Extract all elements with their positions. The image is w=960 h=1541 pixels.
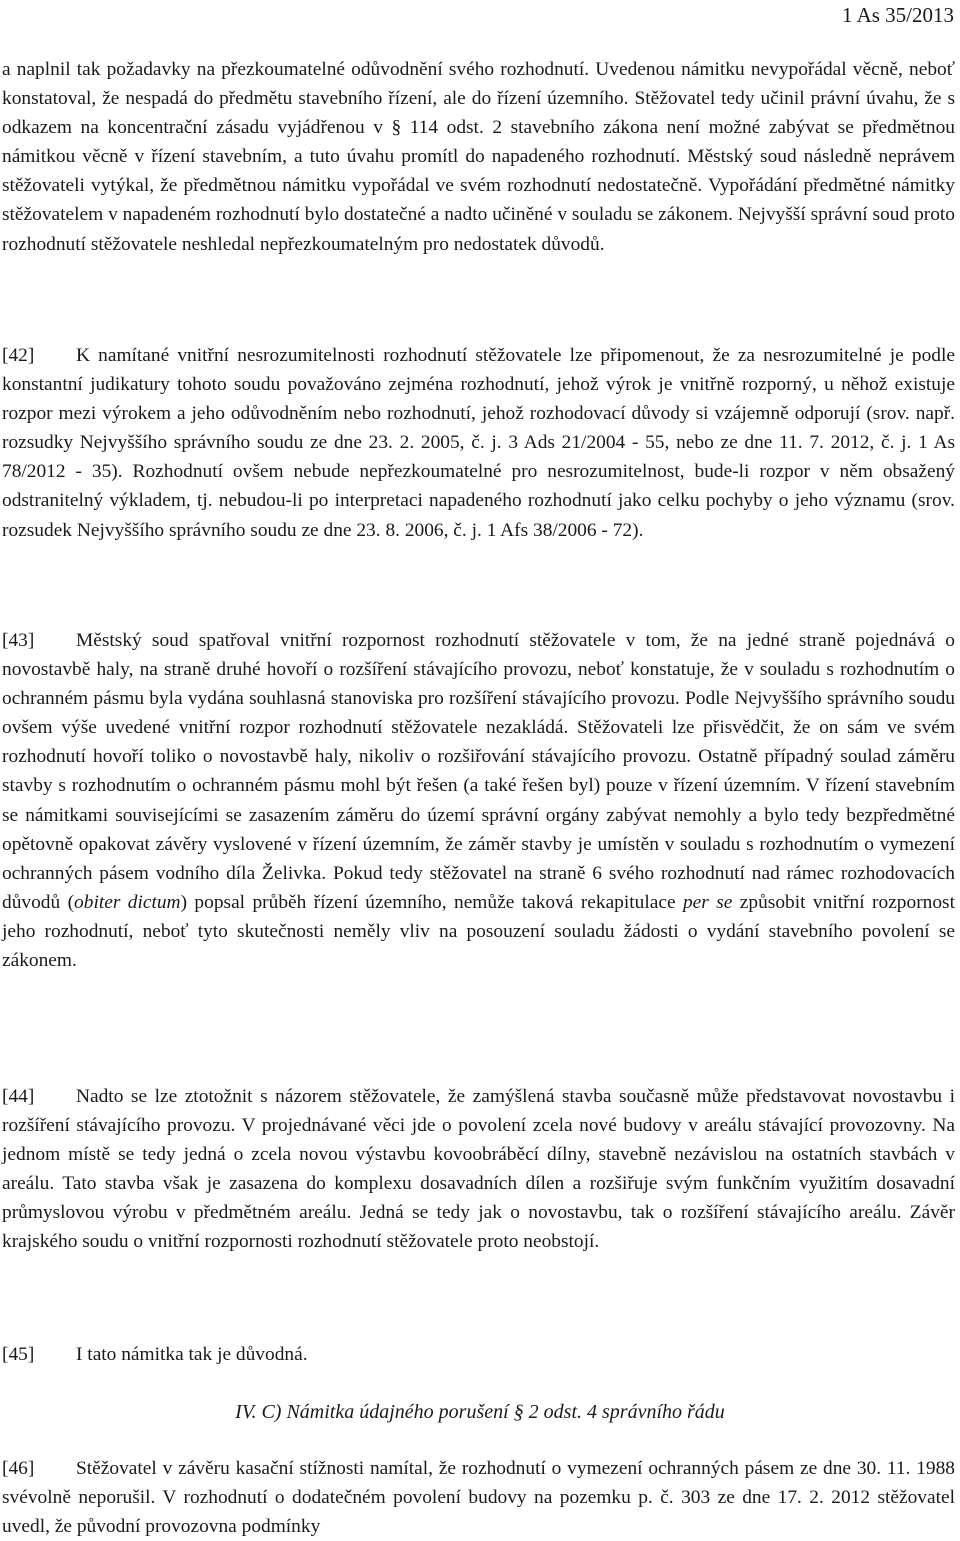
paragraph-text: Stěžovatel v závěru kasační stížnosti namítal, že rozhodnutí o vymezení ochranných pásem ze dne 30. 11. 1988 svévolně neporušil. V rozhodnutí o dodatečném povolení budovy na pozemku p. č. 303 ze dne 17. 2. 2012 stěžovatel uvedl, že původní provozovna podmínky — [2, 1458, 955, 1538]
paragraph-text: ) popsal průběh řízení územního, nemůže taková rekapitulace — [180, 891, 683, 913]
paragraph-text: I tato námitka tak je důvodná. — [76, 1344, 308, 1365]
paragraph-text: Městský soud spatřoval vnitřní rozpornost rozhodnutí stěžovatele v tom, že na jedné straně pojednává o novostavbě haly, na straně druhé hovoří o rozšíření stávajícího provozu, neboť konstatuje, že v souladu s rozhodnutím o ochranném pásmu byla vydána souhlasná stanoviska pro rozšíření stávajícího provozu. Podle Nejvyššího správního soudu ovšem výše uvedené vnitřní rozpor rozhodnutí stěžovatele nezakládá. Stěžovateli lze přisvědčit, že on sám ve svém rozhodnutí hovoří toliko o novostavbě haly, nikoliv o rozšiřování stávajícího provozu. Ostatně případný soulad záměru stavby s rozhodnutím o ochranném pásmu mohl být řešen (a také řešen byl) pouze v řízení územním. V řízení stavebním se námitkami souvisejícími se zasazením záměru do území správní orgány zabývat nemohly a bylo tedy bezpředmětné opětovně opakovat závěry vyslovené v řízení územním, že záměr stavby je umístěn v souladu s rozhodnutím o vymezení ochranných pásem vodního díla Želivka. Pokud tedy stěžovatel na straně 6 svého rozhodnutí nad rámec rozhodovacích důvodů ( — [2, 630, 955, 913]
paragraph-46 — [2, 1454, 955, 1541]
paragraph-number: [44] — [2, 1086, 35, 1107]
paragraph-text: Nadto se lze ztotožnit s názorem stěžovatele, že zamýšlená stavba současně může představovat novostavbu i rozšíření stávajícího provozu. V projednávané věci jde o povolení zcela nové budovy v areálu stávající provozovny. Na jednom místě se tedy jedná o zcela novou výstavbu kovoobráběcí dílny, stavebně nezávislou na ostatních stavbách v areálu. Tato stavba však je zasazena do komplexu dosavadních dílen a rozšiřuje svým funkčním využitím dosavadní průmyslovou výrobu v předmětném areálu. Jedná se tedy jak o novostavbu, tak o rozšíření stávajícího areálu. Závěr krajského soudu o vnitřní rozpornosti rozhodnutí stěžovatele proto neobstojí. — [2, 1086, 955, 1253]
paragraph-number: [43] — [2, 630, 35, 651]
italic-term: per se — [682, 891, 733, 913]
paragraph-text: způsobit vnitřní rozpornost jeho rozhodnutí, neboť tyto skutečnosti neměly vliv na posouzení souladu žádosti o vydání stavebního povolení se zákonem. — [2, 891, 955, 972]
paragraph-number: [46] — [2, 1458, 35, 1479]
paragraph-continuation — [2, 55, 955, 259]
paragraph-42 — [2, 341, 955, 545]
paragraph-text: K namítané vnitřní nesrozumitelnosti rozhodnutí stěžovatele lze připomenout, že za nesrozumitelné je podle konstantní judikatury tohoto soudu považováno zejména rozhodnutí, jehož výrok je vnitřně rozporný, u něhož existuje rozpor mezi výrokem a jeho odůvodněním nebo rozhodnutí, jehož rozhodovací důvody si vzájemně odporují (srov. např. rozsudky Nejvyššího správního soudu ze dne 23. 2. 2005, č. j. 3 Ads 21/2004 - 55, nebo ze dne 11. 7. 2012, č. j. 1 As 78/2012 - 35). Rozhodnutí ovšem nebude nepřezkoumatelné pro nesrozumitelnost, bude-li rozpor v něm obsažený odstranitelný výkladem, tj. nebudou-li po interpretaci napadeného rozhodnutí jako celku pochyby o jeho významu (srov. rozsudek Nejvyššího správního soudu ze dne 23. 8. 2006, č. j. 1 Afs 38/2006 - 72). — [2, 345, 955, 541]
paragraph-text: a naplnil tak požadavky na přezkoumatelné odůvodnění svého rozhodnutí. Uvedenou námitku nevypořádal věcně, neboť konstatoval, že nespadá do předmětu stavebního řízení, ale do řízení územního. Stěžovatel tedy učinil právní úvahu, že s odkazem na koncentrační zásadu vyjádřenou v § 114 odst. 2 stavebního zákona není možné zabývat se předmětnou námitkou věcně v řízení stavebním, a tuto úvahu promítl do napadeného rozhodnutí. Městský soud následně neprávem stěžovateli vytýkal, že předmětnou námitku vypořádal ve svém rozhodnutí nedostatečně. Vypořádání předmětné námitky stěžovatelem v napadeném rozhodnutí bylo dostatečné a nadto učiněné v souladu se zákonem. Nejvyšší správní soud proto rozhodnutí stěžovatele neshledal nepřezkoumatelným pro nedostatek důvodů. — [2, 59, 955, 255]
case-number-header: 1 As 35/2013 — [841, 3, 954, 27]
italic-term: obiter dictum — [74, 891, 181, 913]
paragraph-number: [42] — [2, 345, 35, 366]
paragraph-43 — [2, 626, 955, 975]
paragraph-44 — [2, 1082, 955, 1257]
section-heading: IV. C) Námitka údajného porušení § 2 odst. 4 správního řádu — [235, 1401, 725, 1423]
paragraph-45 — [2, 1340, 955, 1369]
paragraph-number: [45] — [2, 1344, 35, 1365]
